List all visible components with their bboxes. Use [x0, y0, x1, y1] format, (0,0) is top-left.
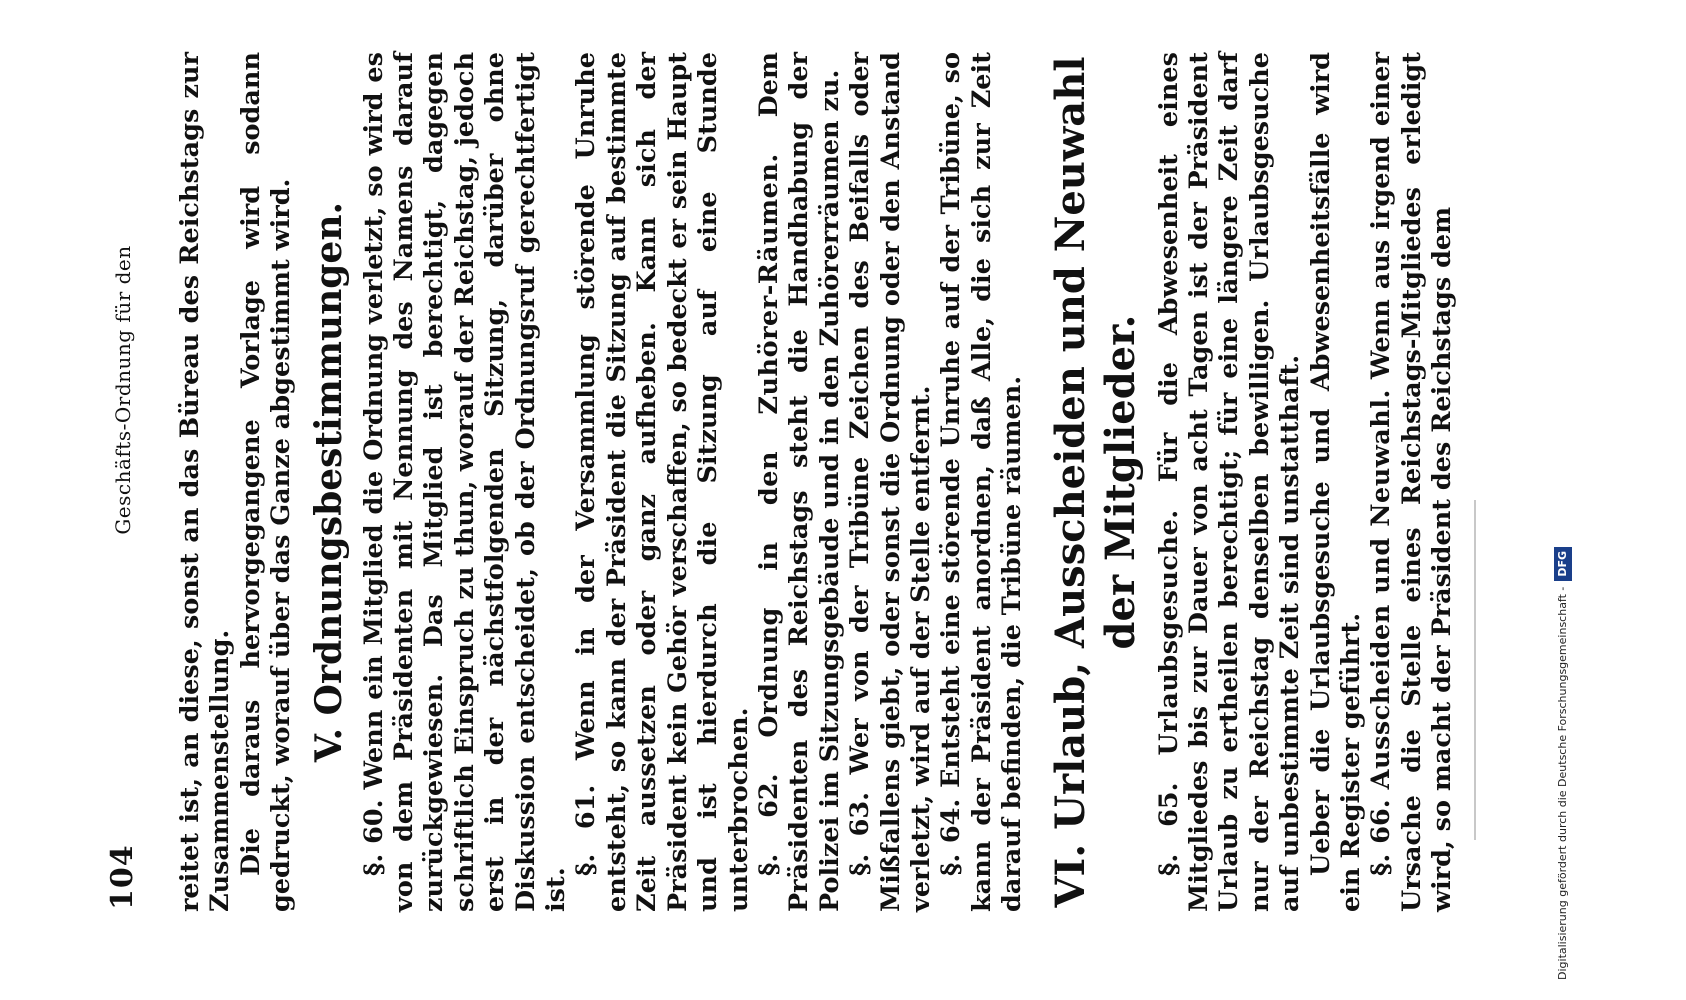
section-5-title: V. Ordnungsbestimmungen. [307, 201, 350, 763]
paragraph-64-text: Entsteht eine störende Unruhe auf der Tribüne, so kann der Präsident anordnen, daß Alle, die sich zur Zeit darauf befinden, die Tribüne räumen. [936, 52, 1028, 912]
page-header [105, 50, 145, 910]
paragraph-65b: Ueber die Urlaubsgesuche und Abwesenheitsfälle wird ein Register geführt. [1305, 52, 1366, 912]
paragraph-61-label: §. 61. [571, 784, 602, 876]
scan-edge-line [1474, 500, 1476, 840]
paragraph-62-heading: Ordnung in den Zuhörer-Räumen. [753, 153, 784, 738]
paragraph-63-text: Wer von der Tribüne Zeichen des Beifalls oder Mißfallens giebt, oder sonst die Ordnung oder den Anstand verletzt, wird auf der Stelle entfernt. [845, 52, 936, 912]
paragraph-64 [936, 52, 1027, 912]
paragraph-66-text: Wenn aus irgend einer Ursache die Stelle eines Reichstags-Mitgliedes erledigt wird, so macht der Präsident des Reichstags dem [1366, 52, 1458, 912]
book-page [55, 0, 1458, 950]
paragraph-60 [359, 52, 572, 912]
digitization-note [1550, 20, 1568, 980]
paragraph-66-label: §. 66. [1366, 799, 1397, 876]
paragraph-63 [845, 52, 936, 912]
paragraph-vorlage: Die daraus hervorgegangene Vorlage wird sodann gedruckt, worauf über das Ganze abgestimmt wird. [235, 52, 297, 912]
paragraph-66 [1366, 52, 1457, 912]
paragraph-60-text: Wenn ein Mitglied die Ordnung verletzt, so wird es von dem Präsidenten mit Nennung des Namens darauf zurückgewiesen. Das Mitglied ist berechtigt, dagegen schriftlich Einspruch zu thun, worauf der Reichstag, jedoch erst in der nächstfolgenden Sitzung, darüber ohne Diskussion entscheidet, ob der Ordnungsruf gerechtfertigt ist. [358, 52, 572, 912]
section-6-title: VI. Urlaub, Ausscheiden und Neuwahl der Mitglieder. [1046, 56, 1144, 908]
paragraph-65-heading: Urlaubsgesuche. [1153, 509, 1184, 756]
paragraph-62-label: §. 62. [753, 773, 784, 876]
running-title: Geschäfts-Ordnung für den [111, 245, 135, 535]
paragraph-62 [754, 52, 845, 912]
body-text [175, 52, 1458, 912]
digitization-note-text [1554, 20, 1572, 980]
paragraph-65 [1154, 52, 1306, 912]
page-number: 104 [105, 844, 140, 910]
paragraph-65-label: §. 65. [1153, 782, 1184, 876]
paragraph-continuation: reitet ist, an diese, sonst an das Büreau des Reichstags zur Zusammenstellung. [175, 52, 236, 912]
paragraph-61 [571, 52, 753, 912]
paragraph-61-text: Wenn in der Versammlung störende Unruhe entsteht, so kann der Präsident die Sitzung auf bestimmte Zeit aussetzen oder ganz aufheben. Kann sich der Präsident kein Gehör verschaffen, so bedeckt er sein Haupt und ist hierdurch die Sitzung auf eine Stunde unterbrochen. [571, 52, 754, 912]
paragraph-64-label: §. 64. [936, 798, 967, 876]
paragraph-63-label: §. 63. [845, 791, 876, 876]
digitization-credit: Digitalisierung gefördert durch die Deutsche Forschungsgemeinschaft - [1556, 586, 1569, 980]
dfg-logo: DFG [1554, 547, 1572, 581]
paragraph-62-text: Dem Präsidenten des Reichstags steht die Handhabung der Polizei im Sitzungsgebäude und in den Zuhörerräumen zu. [753, 52, 845, 912]
paragraph-60-label: §. 60. [358, 799, 389, 876]
paragraph-66-heading: Ausscheiden und Neuwahl. [1366, 389, 1397, 790]
paragraph-65-text: Für die Abwesenheit eines Mitgliedes bis zur Dauer von acht Tagen ist der Präsident Urlaub zu ertheilen berechtigt; für eine längere Zeit darf nur der Reichstag denselben bewilligen. Urlaubsgesuche auf unbestimmte Zeit sind unstatthaft. [1153, 52, 1306, 912]
